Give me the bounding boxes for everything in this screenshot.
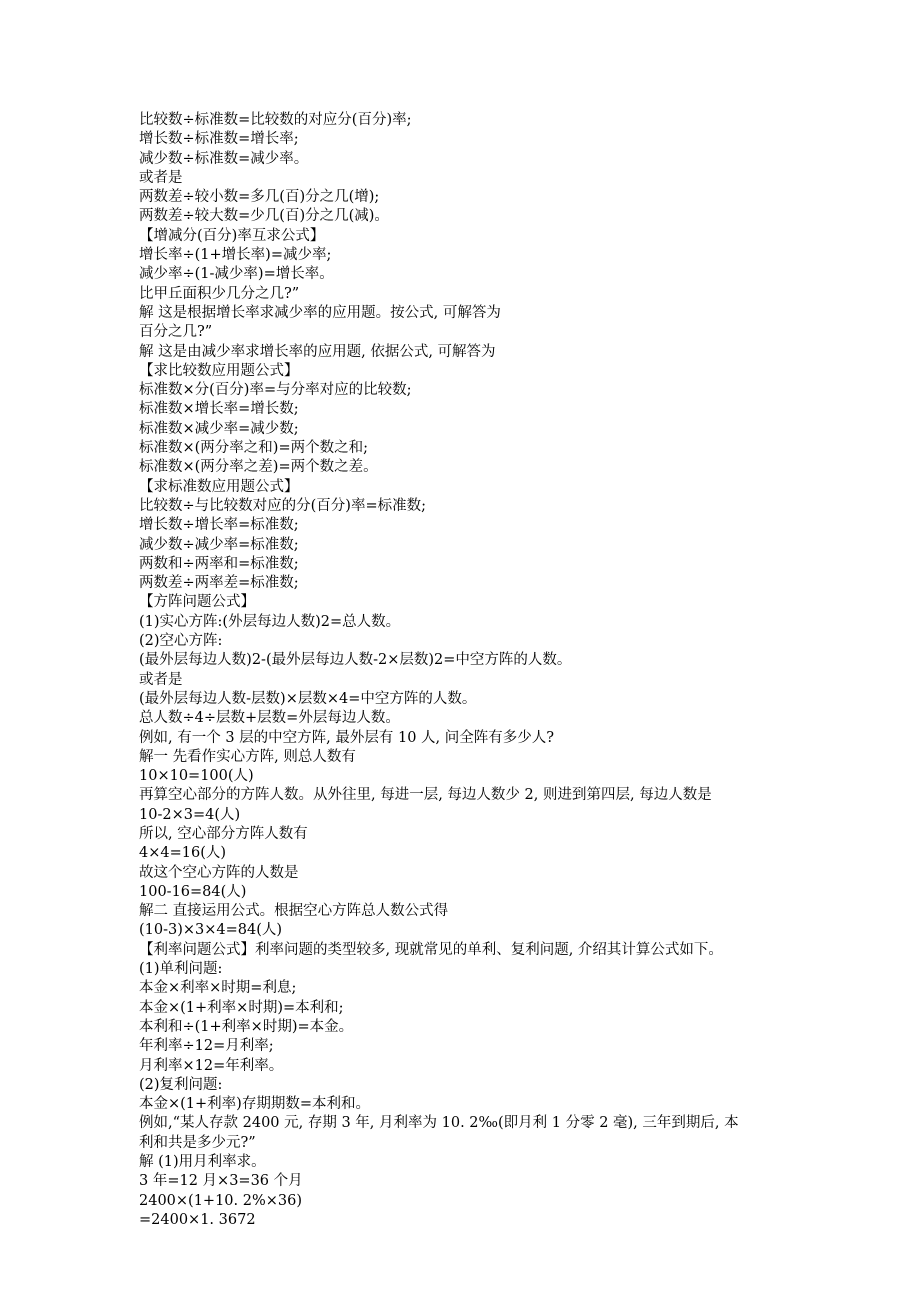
text-line: 10×10=100(人) <box>139 768 254 785</box>
text-line: 标准数×(两分率之和)=两个数之和; <box>139 440 368 457</box>
text-line: 标准数×减少率=减少数; <box>139 420 299 437</box>
text-line: =2400×1. 3672 <box>139 1211 256 1228</box>
text-line: (1)实心方阵:(外层每边人数)2=总人数。 <box>139 613 401 630</box>
text-line: (10-3)×3×4=84(人) <box>139 922 283 939</box>
text-line: 比甲丘面积少几分之几?” <box>139 285 300 302</box>
text-line: 解 这是由减少率求增长率的应用题, 依据公式, 可解答为 <box>139 343 496 360</box>
text-line: 本金×利率×时期=利息; <box>139 980 297 997</box>
text-line: 本金×(1+利率)存期期数=本利和。 <box>139 1096 370 1113</box>
text-line: 增长数÷增长率=标准数; <box>139 517 299 534</box>
text-line: 标准数×(两分率之差)=两个数之差。 <box>139 459 378 476</box>
text-line: (2)复利问题: <box>139 1076 223 1093</box>
section-heading: 【求比较数应用题公式】 <box>139 362 299 379</box>
text-line: 本金×(1+利率×时期)=本利和; <box>139 999 344 1016</box>
text-line: (最外层每边人数-层数)×层数×4=中空方阵的人数。 <box>139 690 477 707</box>
text-line: 故这个空心方阵的人数是 <box>139 864 299 881</box>
text-line: 增长率÷(1+增长率)=减少率; <box>139 247 332 264</box>
text-line: 2400×(1+10. 2%×36) <box>139 1192 303 1209</box>
text-line: 两数差÷较大数=少几(百)分之几(减)。 <box>139 208 389 225</box>
text-line: 比较数÷与比较数对应的分(百分)率=标准数; <box>139 497 426 514</box>
text-line: 本利和÷(1+利率×时期)=本金。 <box>139 1018 354 1035</box>
text-line: 月利率×12=年利率。 <box>139 1057 284 1074</box>
text-line: 4×4=16(人) <box>139 845 227 862</box>
text-line: 例如, 有一个 3 层的中空方阵, 最外层有 10 人, 问全阵有多少人? <box>139 729 555 746</box>
text-line: 3 年=12 月×3=36 个月 <box>139 1173 303 1190</box>
text-line: 两数和÷两率和=标准数; <box>139 555 299 572</box>
text-line: 解二 直接运用公式。根据空心方阵总人数公式得 <box>139 903 449 920</box>
text-line: 所以, 空心部分方阵人数有 <box>139 825 308 842</box>
text-line: 标准数×分(百分)率=与分率对应的比较数; <box>139 382 412 399</box>
text-line: 比较数÷标准数=比较数的对应分(百分)率; <box>139 112 412 128</box>
text-line: (2)空心方阵: <box>139 633 223 650</box>
text-line: 标准数×增长率=增长数; <box>139 401 299 418</box>
text-line: 两数差÷较小数=多几(百)分之几(增); <box>139 189 380 206</box>
text-line: 减少数÷标准数=减少率。 <box>139 150 309 167</box>
text-line: 10-2×3=4(人) <box>139 806 241 823</box>
text-line: 解 (1)用月利率求。 <box>139 1154 266 1171</box>
text-line: 百分之几?” <box>139 324 213 341</box>
section-heading: 【利率问题公式】利率问题的类型较多, 现就常见的单利、复利问题, 介绍其计算公式如下。 <box>139 941 723 958</box>
text-line: 减少数÷减少率=标准数; <box>139 536 299 553</box>
document-body <box>139 111 789 1230</box>
text-line: 例如,“某人存款 2400 元, 存期 3 年, 月利率为 10. 2‰(即月利 1 分零 2 毫), 三年到期后, 本 <box>139 1115 739 1132</box>
text-line: (最外层每边人数)2-(最外层每边人数-2×层数)2=中空方阵的人数。 <box>139 652 572 669</box>
text-line: (1)单利问题: <box>139 961 223 978</box>
text-line: 年利率÷12=月利率; <box>139 1038 274 1055</box>
text-line: 总人数÷4÷层数+层数=外层每边人数。 <box>139 710 400 727</box>
text-line: 或者是 <box>139 169 183 186</box>
text-line: 再算空心部分的方阵人数。从外往里, 每进一层, 每边人数少 2, 则进到第四层, 每边人数是 <box>139 787 712 804</box>
section-heading: 【增减分(百分)率互求公式】 <box>139 227 325 244</box>
text-line: 或者是 <box>139 671 183 688</box>
text-line: 解 这是根据增长率求减少率的应用题。按公式, 可解答为 <box>139 304 501 321</box>
text-line: 减少率÷(1-减少率)=增长率。 <box>139 266 334 283</box>
text-line: 100-16=84(人) <box>139 883 247 900</box>
section-heading: 【方阵问题公式】 <box>139 594 255 611</box>
text-line: 两数差÷两率差=标准数; <box>139 575 299 592</box>
text-line: 增长数÷标准数=增长率; <box>139 131 299 148</box>
section-heading: 【求标准数应用题公式】 <box>139 478 299 495</box>
text-line: 解一 先看作实心方阵, 则总人数有 <box>139 748 356 765</box>
text-line: 利和共是多少元?” <box>139 1134 256 1151</box>
